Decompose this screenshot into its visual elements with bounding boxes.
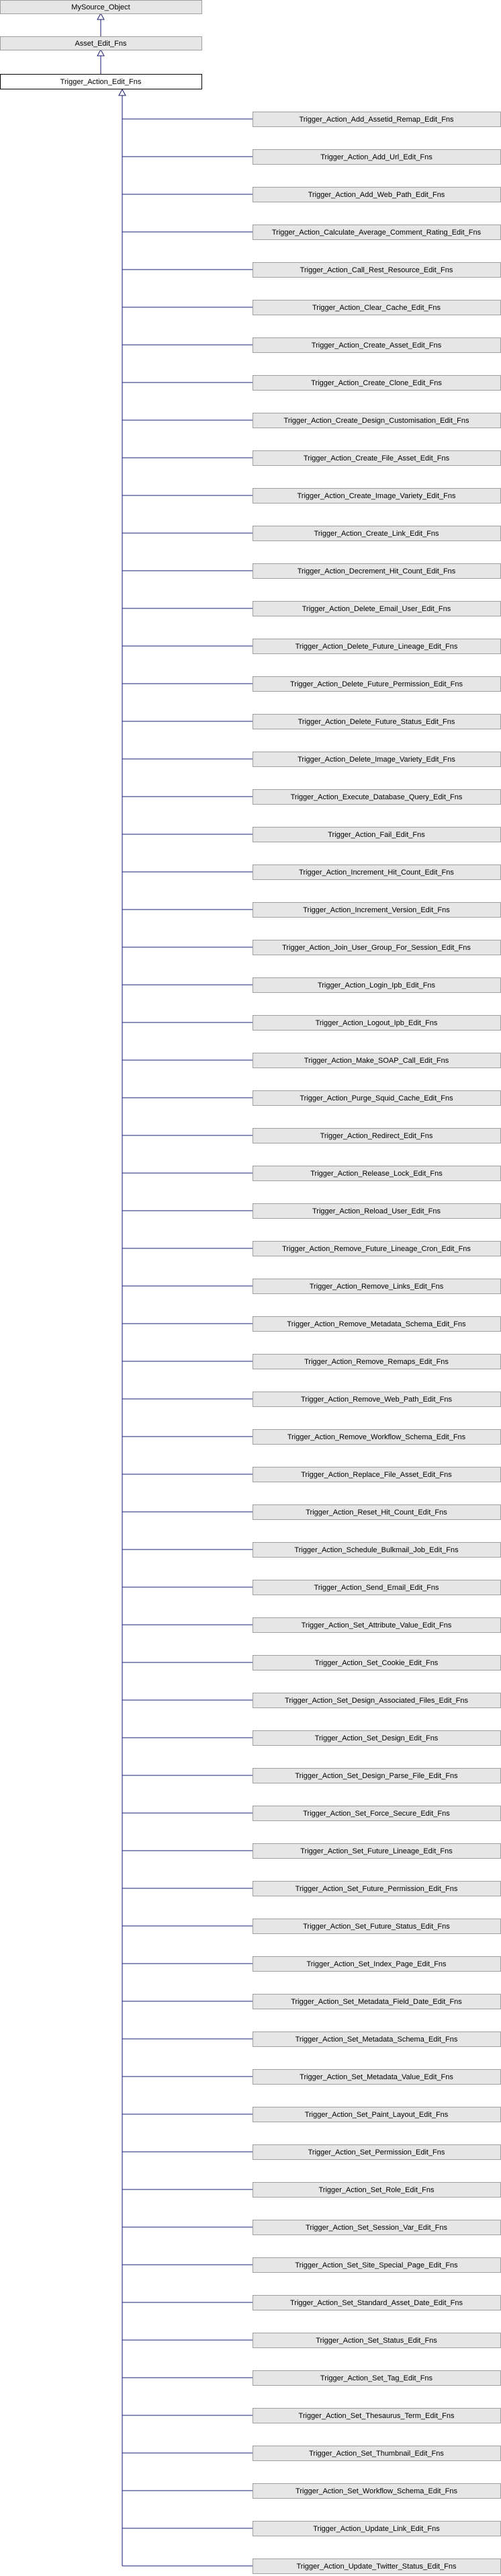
- class-node-child-label: Trigger_Action_Replace_File_Asset_Edit_Fns: [301, 1471, 452, 1479]
- class-node-child-label: Trigger_Action_Set_Metadata_Schema_Edit_Fns: [295, 2036, 458, 2044]
- class-node-child[interactable]: [253, 752, 501, 767]
- class-node-child[interactable]: [253, 451, 501, 466]
- class-node-child[interactable]: [253, 1279, 501, 1294]
- class-node-asset-edit-fns[interactable]: [1, 37, 202, 50]
- class-node-child-label: Trigger_Action_Set_Thesaurus_Term_Edit_Fns: [298, 2412, 455, 2420]
- class-node-child-label: Trigger_Action_Set_Cookie_Edit_Fns: [314, 1659, 439, 1667]
- class-node-child-label: Trigger_Action_Set_Future_Permission_Edit_Fns: [295, 1885, 458, 1893]
- class-node-child-label: Trigger_Action_Reset_Hit_Count_Edit_Fns: [306, 1508, 447, 1517]
- class-node-child-label: Trigger_Action_Delete_Future_Status_Edit_Fns: [298, 718, 455, 726]
- class-node-child[interactable]: [253, 1392, 501, 1407]
- class-node-child[interactable]: [253, 1505, 501, 1520]
- class-node-child-label: Trigger_Action_Set_Attribute_Value_Edit_Fns: [301, 1621, 452, 1629]
- class-node-child[interactable]: [253, 2032, 501, 2047]
- class-node-child-label: Trigger_Action_Remove_Links_Edit_Fns: [309, 1283, 444, 1291]
- class-node-child-label: Trigger_Action_Fail_Edit_Fns: [328, 831, 425, 839]
- class-node-child-label: Trigger_Action_Set_Future_Status_Edit_Fns: [303, 1923, 450, 1931]
- arrow-trigger-action-edit-fns: [119, 89, 126, 95]
- class-node-child-label: Trigger_Action_Delete_Future_Lineage_Edit_Fns: [295, 643, 458, 651]
- class-node-child-label: Trigger_Action_Make_SOAP_Call_Edit_Fns: [304, 1057, 449, 1065]
- class-node-child-label: Trigger_Action_Login_Ipb_Edit_Fns: [317, 981, 436, 990]
- class-node-child-label: Trigger_Action_Add_Web_Path_Edit_Fns: [308, 191, 445, 199]
- class-node-child[interactable]: [253, 1091, 501, 1106]
- class-node-child[interactable]: [253, 225, 501, 240]
- class-node-child[interactable]: [253, 2107, 501, 2122]
- class-node-child[interactable]: [253, 1731, 501, 1746]
- class-node-child-label: Trigger_Action_Remove_Web_Path_Edit_Fns: [300, 1396, 453, 1404]
- class-node-child[interactable]: [253, 2409, 501, 2423]
- class-node-child[interactable]: [253, 1995, 501, 2009]
- class-node-child[interactable]: [253, 376, 501, 391]
- class-node-child-label: Trigger_Action_Update_Twitter_Status_Edit_Fns: [296, 2563, 457, 2571]
- class-node-child[interactable]: [253, 1166, 501, 1181]
- class-node-child-label: Trigger_Action_Set_Future_Lineage_Edit_Fns: [300, 1847, 453, 1855]
- class-node-child-label: Trigger_Action_Redirect_Edit_Fns: [320, 1132, 433, 1140]
- class-node-child-label: Trigger_Action_Call_Rest_Resource_Edit_Fns: [300, 266, 453, 274]
- class-node-child-label: Trigger_Action_Execute_Database_Query_Edit_Fns: [290, 793, 463, 801]
- class-node-child[interactable]: [253, 150, 501, 165]
- class-node-child[interactable]: [253, 2484, 501, 2499]
- class-node-child-label: Trigger_Action_Create_File_Asset_Edit_Fns: [303, 454, 450, 462]
- class-node-child[interactable]: [253, 2183, 501, 2198]
- class-node-child-label: Trigger_Action_Set_Metadata_Field_Date_Edit_Fns: [291, 1998, 462, 2006]
- class-node-root[interactable]: [1, 75, 202, 89]
- class-node-child[interactable]: [253, 2296, 501, 2310]
- class-node-child-label: Trigger_Action_Set_Paint_Layout_Edit_Fns: [304, 2111, 449, 2119]
- class-node-mysource-object[interactable]: [1, 1, 202, 14]
- class-node-child-label: Trigger_Action_Remove_Workflow_Schema_Edit_Fns: [287, 1433, 466, 1441]
- class-node-child[interactable]: [253, 2522, 501, 2536]
- class-node-child[interactable]: [253, 978, 501, 993]
- class-nodes: [1, 1, 501, 2574]
- class-node-child-label: Trigger_Action_Release_Lock_Edit_Fns: [310, 1170, 443, 1178]
- class-node-child-label: Trigger_Action_Increment_Hit_Count_Edit_Fns: [299, 869, 454, 877]
- class-node-child-label: Trigger_Action_Join_User_Group_For_Session_Edit_Fns: [282, 944, 471, 952]
- class-node-child[interactable]: [253, 865, 501, 880]
- arrow-mysource-object: [97, 13, 104, 19]
- class-node-child-label: Trigger_Action_Logout_Ipb_Edit_Fns: [315, 1019, 438, 1027]
- class-node-child[interactable]: [253, 2145, 501, 2160]
- class-node-child[interactable]: [253, 1580, 501, 1595]
- class-node-child-label: Trigger_Action_Set_Design_Edit_Fns: [314, 1734, 439, 1742]
- class-node-child[interactable]: [253, 2371, 501, 2386]
- class-node-child[interactable]: [253, 1053, 501, 1068]
- class-node-child-label: Trigger_Action_Set_Design_Parse_File_Edit_Fns: [295, 1772, 458, 1780]
- class-node-child-label: Trigger_Action_Add_Url_Edit_Fns: [320, 153, 432, 161]
- class-node-child[interactable]: [253, 1769, 501, 1783]
- class-node-child[interactable]: [253, 263, 501, 278]
- class-node-child-label: Trigger_Action_Set_Thumbnail_Edit_Fns: [309, 2450, 444, 2458]
- class-node-child[interactable]: [253, 677, 501, 692]
- class-node-child-label: Trigger_Action_Set_Session_Var_Edit_Fns: [306, 2224, 447, 2232]
- class-node-mysource-object-label: MySource_Object: [71, 3, 130, 11]
- class-node-child[interactable]: [253, 1430, 501, 1445]
- class-node-child[interactable]: [253, 1467, 501, 1482]
- class-node-child[interactable]: [253, 112, 501, 127]
- class-node-asset-edit-fns-label: Asset_Edit_Fns: [75, 40, 127, 48]
- class-node-child-label: Trigger_Action_Set_Index_Page_Edit_Fns: [306, 1960, 447, 1968]
- class-node-child[interactable]: [253, 1844, 501, 1859]
- class-node-child[interactable]: [253, 828, 501, 842]
- class-node-child[interactable]: [253, 2220, 501, 2235]
- class-node-child-label: Trigger_Action_Reload_User_Edit_Fns: [312, 1207, 441, 1215]
- class-node-child-label: Trigger_Action_Set_Metadata_Value_Edit_Fns: [300, 2073, 453, 2081]
- class-node-child-label: Trigger_Action_Delete_Future_Permission_Edit_Fns: [290, 680, 463, 688]
- class-node-child[interactable]: [253, 715, 501, 729]
- class-node-child[interactable]: [253, 2070, 501, 2085]
- class-node-root-label: Trigger_Action_Edit_Fns: [60, 78, 142, 86]
- class-node-child[interactable]: [253, 1882, 501, 1896]
- class-node-child-label: Trigger_Action_Create_Asset_Edit_Fns: [311, 341, 442, 350]
- class-node-child[interactable]: [253, 1129, 501, 1143]
- class-node-child-label: Trigger_Action_Add_Assetid_Remap_Edit_Fns: [299, 116, 454, 124]
- class-node-child-label: Trigger_Action_Send_Email_Edit_Fns: [314, 1584, 439, 1592]
- class-node-child-label: Trigger_Action_Remove_Metadata_Schema_Edit_Fns: [287, 1320, 466, 1328]
- inheritance-edges: [97, 12, 253, 2566]
- class-node-child[interactable]: [253, 300, 501, 315]
- class-node-child-label: Trigger_Action_Set_Status_Edit_Fns: [316, 2337, 437, 2345]
- class-node-child[interactable]: [253, 1919, 501, 1934]
- class-node-child-label: Trigger_Action_Set_Workflow_Schema_Edit_Fns: [295, 2487, 457, 2495]
- class-node-child[interactable]: [253, 1693, 501, 1708]
- class-node-child[interactable]: [253, 790, 501, 805]
- class-node-child-label: Trigger_Action_Set_Site_Special_Page_Edit_Fns: [295, 2261, 458, 2269]
- class-node-child[interactable]: [253, 1806, 501, 1821]
- class-node-child[interactable]: [253, 338, 501, 353]
- class-node-child-label: Trigger_Action_Create_Design_Customisation_Edit_Fns: [283, 417, 469, 425]
- class-node-child-label: Trigger_Action_Remove_Remaps_Edit_Fns: [304, 1358, 449, 1366]
- class-node-child[interactable]: [253, 1543, 501, 1558]
- class-node-child[interactable]: [253, 1957, 501, 1972]
- class-node-child[interactable]: [253, 2559, 501, 2574]
- class-node-child[interactable]: [253, 1355, 501, 1369]
- class-node-child[interactable]: [253, 1242, 501, 1256]
- class-node-child[interactable]: [253, 940, 501, 955]
- class-node-child-label: Trigger_Action_Calculate_Average_Comment_Rating_Edit_Fns: [271, 229, 482, 237]
- class-node-child-label: Trigger_Action_Set_Tag_Edit_Fns: [320, 2374, 433, 2382]
- class-node-child[interactable]: [253, 489, 501, 504]
- class-node-child[interactable]: [253, 1016, 501, 1031]
- class-node-child-label: Trigger_Action_Delete_Email_User_Edit_Fns: [302, 605, 451, 613]
- class-node-child[interactable]: [253, 2258, 501, 2273]
- class-node-child-label: Trigger_Action_Purge_Squid_Cache_Edit_Fns: [300, 1094, 453, 1102]
- class-node-child-label: Trigger_Action_Decrement_Hit_Count_Edit_Fns: [297, 567, 456, 575]
- class-node-child-label: Trigger_Action_Create_Image_Variety_Edit_Fns: [297, 492, 456, 500]
- class-node-child[interactable]: [253, 413, 501, 428]
- class-node-child[interactable]: [253, 1317, 501, 1332]
- class-node-child-label: Trigger_Action_Schedule_Bulkmail_Job_Edit_Fns: [294, 1546, 459, 1554]
- class-node-child-label: Trigger_Action_Clear_Cache_Edit_Fns: [312, 304, 441, 312]
- class-node-child[interactable]: [253, 1618, 501, 1633]
- class-node-child[interactable]: [253, 188, 501, 202]
- class-node-child[interactable]: [253, 903, 501, 918]
- class-node-child-label: Trigger_Action_Remove_Future_Lineage_Cron_Edit_Fns: [282, 1245, 471, 1253]
- class-node-child-label: Trigger_Action_Create_Clone_Edit_Fns: [311, 379, 442, 387]
- class-node-child[interactable]: [253, 564, 501, 579]
- class-node-child[interactable]: [253, 602, 501, 616]
- class-node-child-label: Trigger_Action_Delete_Image_Variety_Edit_Fns: [298, 756, 455, 764]
- class-node-child-label: Trigger_Action_Set_Force_Secure_Edit_Fns: [303, 1810, 450, 1818]
- class-node-child[interactable]: [253, 1656, 501, 1671]
- class-node-child[interactable]: [253, 2333, 501, 2348]
- arrow-asset-edit-fns: [97, 50, 104, 56]
- class-node-child-label: Trigger_Action_Set_Permission_Edit_Fns: [308, 2148, 445, 2157]
- class-node-child-label: Trigger_Action_Set_Standard_Asset_Date_Edit_Fns: [289, 2299, 463, 2307]
- class-node-child-label: Trigger_Action_Set_Role_Edit_Fns: [318, 2186, 435, 2194]
- class-node-child[interactable]: [253, 2446, 501, 2461]
- class-node-child-label: Trigger_Action_Set_Design_Associated_Files_Edit_Fns: [285, 1697, 468, 1705]
- class-node-child[interactable]: [253, 639, 501, 654]
- class-node-child-label: Trigger_Action_Create_Link_Edit_Fns: [314, 530, 439, 538]
- class-node-child[interactable]: [253, 1204, 501, 1219]
- class-node-child[interactable]: [253, 526, 501, 541]
- class-node-child-label: Trigger_Action_Update_Link_Edit_Fns: [313, 2525, 440, 2533]
- class-node-child-label: Trigger_Action_Increment_Version_Edit_Fns: [303, 906, 450, 914]
